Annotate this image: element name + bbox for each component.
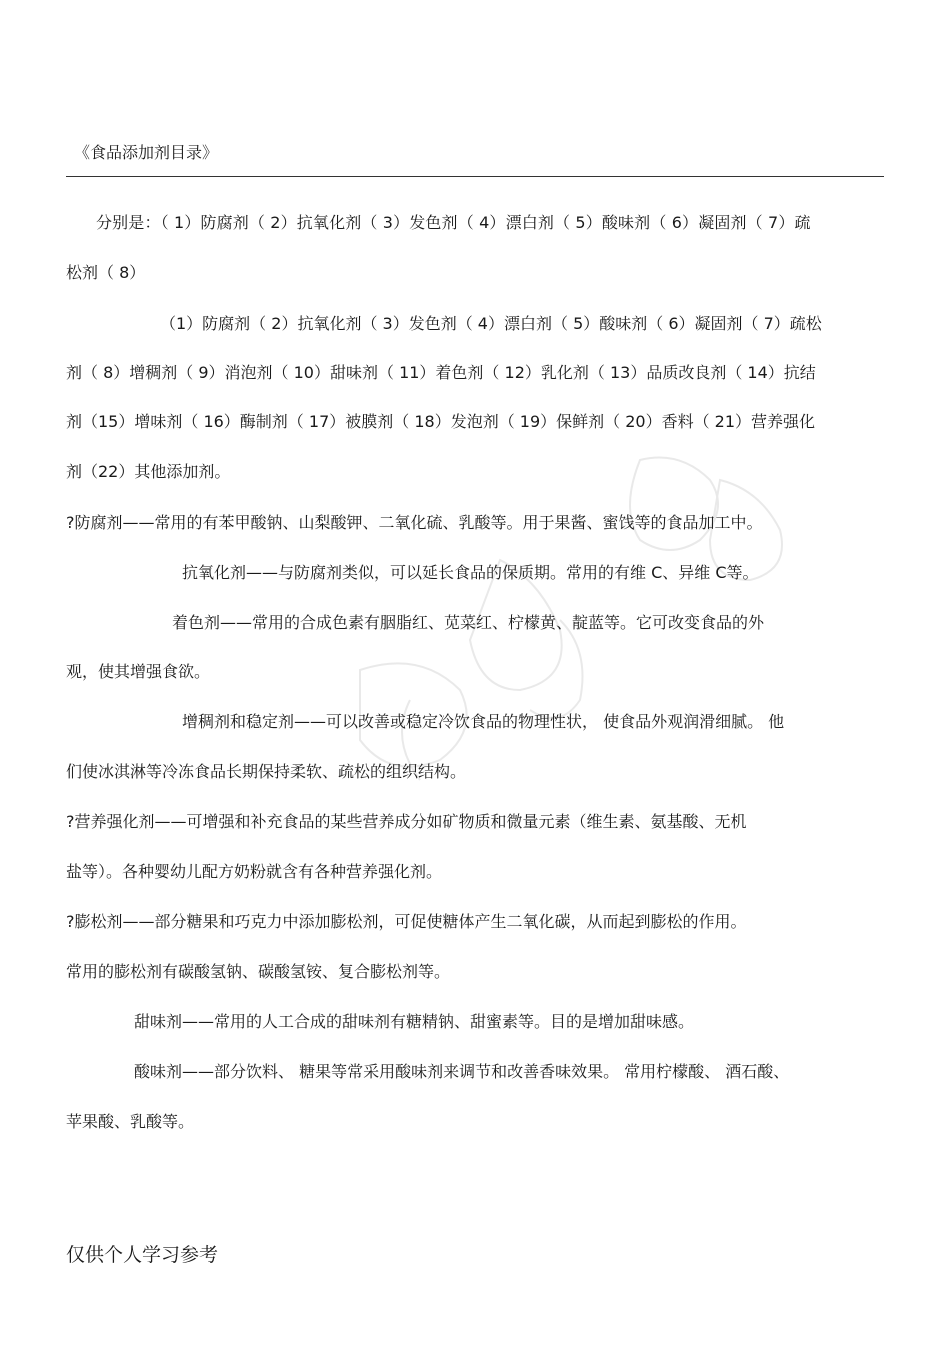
paragraph-line: 苹果酸、乳酸等。 bbox=[66, 1112, 195, 1131]
paragraph-line: 分别是：（ 1）防腐剂（ 2）抗氧化剂（ 3）发色剂（ 4）漂白剂（ 5）酸味剂（ 6）凝固剂（ 7）疏 bbox=[96, 213, 811, 232]
paragraph-line: 增稠剂和稳定剂——可以改善或稳定冷饮食品的物理性状， 使食品外观润滑细腻。 他 bbox=[182, 712, 785, 731]
paragraph-line: 甜味剂——常用的人工合成的甜味剂有糖精钠、甜蜜素等。目的是增加甜味感。 bbox=[134, 1012, 695, 1031]
paragraph-line: 们使冰淇淋等冷冻食品长期保持柔软、疏松的组织结构。 bbox=[66, 762, 467, 781]
paragraph-line: （1）防腐剂（ 2）抗氧化剂（ 3）发色剂（ 4）漂白剂（ 5）酸味剂（ 6）凝固剂（ 7）疏松 bbox=[160, 314, 822, 333]
paragraph-line: 观，使其增强食欲。 bbox=[66, 662, 211, 681]
paragraph-line: 松剂（ 8） bbox=[66, 263, 146, 282]
paragraph-line: 剂（22）其他添加剂。 bbox=[66, 462, 231, 481]
paragraph-line: 剂（ 8）增稠剂（ 9）消泡剂（ 10）甜味剂（ 11）着色剂（ 12）乳化剂（ 13）品质改良剂（ 14）抗结 bbox=[66, 363, 816, 382]
paragraph-line: 盐等）。各种婴幼儿配方奶粉就含有各种营养强化剂。 bbox=[66, 862, 443, 881]
paragraph-line: 酸味剂——部分饮料、 糖果等常采用酸味剂来调节和改善香味效果。 常用柠檬酸、 酒石酸、 bbox=[134, 1062, 790, 1081]
paragraph-line: 抗氧化剂——与防腐剂类似，可以延长食品的保质期。常用的有维 C、异维 C等。 bbox=[182, 563, 759, 582]
paragraph-line: 常用的膨松剂有碳酸氢钠、碳酸氢铵、复合膨松剂等。 bbox=[66, 962, 451, 981]
paragraph-line: 剂（15）增味剂（ 16）酶制剂（ 17）被膜剂（ 18）发泡剂（ 19）保鲜剂（ 20）香料（ 21）营养强化 bbox=[66, 412, 816, 431]
paragraph-line: ?营养强化剂——可增强和补充食品的某些营养成分如矿物质和微量元素（维生素、氨基酸、无机 bbox=[66, 812, 747, 831]
paragraph-line: 着色剂——常用的合成色素有胭脂红、苋菜红、柠檬黄、靛蓝等。它可改变食品的外 bbox=[172, 613, 765, 632]
title-divider bbox=[66, 176, 884, 177]
paragraph-line: ?防腐剂——常用的有苯甲酸钠、山梨酸钾、二氧化硫、乳酸等。用于果酱、蜜饯等的食品加工中。 bbox=[66, 513, 763, 532]
paragraph-line: ?膨松剂——部分糖果和巧克力中添加膨松剂，可促使糖体产生二氧化碳，从而起到膨松的作用。 bbox=[66, 912, 747, 931]
watermark-calligraphy bbox=[300, 420, 820, 800]
document-title: 《食品添加剂目录》 bbox=[74, 143, 219, 162]
footer-note: 仅供个人学习参考 bbox=[66, 1244, 219, 1266]
